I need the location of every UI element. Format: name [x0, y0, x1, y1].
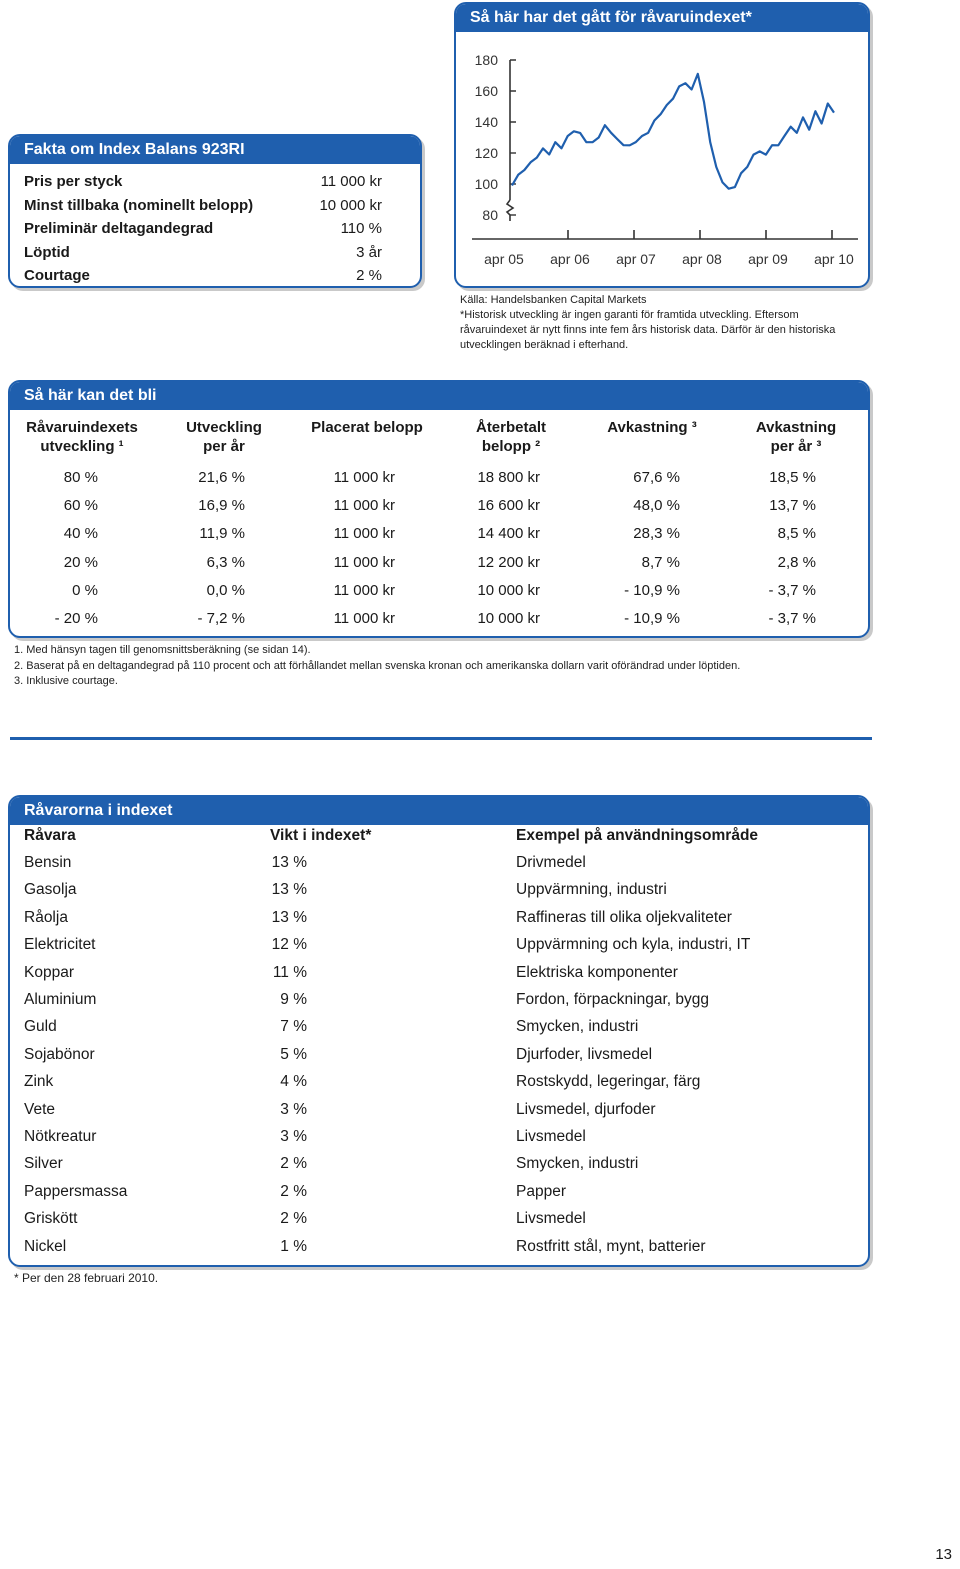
y-tick-label: 100: [474, 176, 498, 192]
commodity-name: Zink: [24, 1073, 54, 1091]
scenario-cell: 40 %: [63, 525, 98, 543]
commodity-weight: 1 %: [280, 1237, 307, 1255]
commodities-header: Råvara: [24, 827, 76, 844]
chart-title: Så här har det gått för råvaruindexet*: [456, 4, 868, 32]
y-tick-label: 140: [474, 114, 498, 130]
commodities-header: Exempel på användningsområde: [516, 827, 759, 844]
facts-value: 2 %: [356, 267, 382, 284]
scenario-cell: - 10,9 %: [624, 610, 680, 627]
commodity-usage: Raffineras till olika oljekvaliteter: [516, 908, 732, 926]
y-tick-label: 160: [474, 83, 498, 99]
commodity-weight: 2 %: [280, 1155, 307, 1173]
scenario-box: [8, 380, 870, 638]
scenario-cell: 10 000 kr: [477, 581, 540, 599]
commodity-usage: Drivmedel: [516, 854, 586, 871]
facts-label: Preliminär deltagandegrad: [24, 220, 214, 237]
chart-note-line3: utvecklingen beräknad i efterhand.: [460, 339, 629, 351]
x-tick-label: apr 07: [616, 251, 656, 267]
commodities-title: Råvarorna i indexet: [10, 797, 868, 825]
scenario-header-sub: utveckling ¹: [40, 438, 124, 455]
scenario-cell: 0 %: [72, 581, 98, 599]
facts-label: Löptid: [24, 243, 70, 261]
x-tick-label: apr 08: [682, 251, 722, 267]
chart-note-line1: *Historisk utveckling är ingen garanti för framtida utveckling. Eftersom: [460, 309, 799, 321]
scenario-header: Råvaruindexets: [26, 419, 138, 436]
commodity-weight: 2 %: [280, 1210, 307, 1228]
scenario-cell: 16 600 kr: [477, 497, 540, 515]
facts-value: 10 000 kr: [319, 196, 382, 214]
index-line-chart: [456, 32, 868, 284]
commodity-name: Griskött: [24, 1210, 78, 1228]
index-series-line: [512, 74, 834, 189]
scenario-cell: 13,7 %: [769, 497, 816, 515]
commodity-name: Guld: [24, 1018, 57, 1036]
scenario-header-sub: per år ³: [770, 438, 822, 455]
scenario-cell: 11 000 kr: [333, 610, 395, 627]
scenario-header: Avkastning ³: [607, 419, 697, 436]
scenario-cell: 20 %: [63, 553, 98, 571]
commodity-name: Koppar: [24, 963, 74, 981]
scenario-footnote: 3. Inklusive courtage.: [14, 675, 118, 687]
commodity-weight: 3 %: [280, 1128, 307, 1145]
commodities-table: [10, 825, 868, 1265]
commodity-weight: 11 %: [272, 963, 307, 981]
y-tick-label: 120: [474, 145, 498, 161]
scenario-footnote: 1. Med hänsyn tagen till genomsnittsberäkning (se sidan 14).: [14, 644, 311, 656]
scenario-title: Så här kan det bli: [10, 382, 868, 410]
scenario-cell: 6,3 %: [206, 553, 245, 571]
commodity-usage: Uppvärmning och kyla, industri, IT: [516, 936, 751, 954]
commodity-name: Silver: [24, 1155, 63, 1173]
facts-value: 110 %: [340, 220, 382, 237]
commodity-name: Nickel: [24, 1237, 67, 1255]
scenario-cell: 21,6 %: [198, 469, 245, 486]
commodity-usage: Elektriska komponenter: [516, 963, 678, 981]
commodity-name: Vete: [24, 1100, 56, 1118]
scenario-header: Utveckling: [186, 419, 262, 436]
scenario-table: [10, 410, 868, 636]
scenario-header-sub: belopp ²: [481, 438, 541, 455]
facts-label: Minst tillbaka (nominellt belopp): [24, 196, 254, 214]
facts-box: [8, 134, 422, 288]
commodity-name: Gasolja: [24, 881, 77, 899]
commodity-weight: 3 %: [280, 1100, 307, 1118]
scenario-header: Placerat belopp: [311, 419, 423, 436]
scenario-cell: - 3,7 %: [768, 610, 816, 627]
commodity-usage: Rostfritt stål, mynt, batterier: [516, 1237, 706, 1255]
commodity-usage: Smycken, industri: [516, 1018, 639, 1036]
commodity-weight: 5 %: [280, 1045, 307, 1063]
commodity-weight: 2 %: [280, 1182, 307, 1200]
commodity-usage: Livsmedel: [516, 1128, 586, 1145]
scenario-header: Återbetalt: [475, 419, 546, 436]
scenario-cell: 8,5 %: [777, 525, 816, 543]
scenario-cell: 11 000 kr: [333, 581, 395, 599]
scenario-cell: - 3,7 %: [768, 581, 816, 599]
scenario-cell: 8,7 %: [641, 553, 680, 571]
commodity-usage: Livsmedel: [516, 1210, 586, 1228]
scenario-cell: 67,6 %: [633, 469, 680, 486]
x-tick-label: apr 05: [484, 251, 524, 267]
commodity-name: Råolja: [24, 908, 68, 926]
scenario-cell: - 20 %: [54, 610, 98, 627]
facts-label: Courtage: [24, 267, 90, 284]
facts-value: 11 000 kr: [320, 173, 382, 190]
scenario-cell: 14 400 kr: [477, 525, 540, 543]
scenario-cell: 11 000 kr: [333, 469, 395, 486]
commodity-usage: Uppvärmning, industri: [516, 881, 667, 899]
chart-source: Källa: Handelsbanken Capital Markets: [460, 294, 647, 306]
y-tick-label: 180: [474, 52, 498, 68]
y-tick-label: 80: [482, 207, 498, 223]
commodity-weight: 4 %: [280, 1073, 307, 1091]
scenario-cell: 80 %: [63, 469, 98, 486]
scenario-cell: 2,8 %: [777, 553, 816, 571]
scenario-cell: 18,5 %: [769, 469, 816, 486]
commodities-header: Vikt i indexet*: [270, 827, 372, 844]
scenario-cell: 12 200 kr: [477, 553, 540, 571]
commodity-weight: 9 %: [280, 991, 307, 1008]
x-tick-label: apr 06: [550, 251, 590, 267]
commodity-weight: 7 %: [280, 1018, 307, 1036]
scenario-cell: - 10,9 %: [624, 581, 680, 599]
commodity-name: Bensin: [24, 854, 72, 871]
commodity-weight: 13 %: [271, 908, 307, 926]
commodity-weight: 13 %: [271, 881, 307, 899]
commodity-usage: Livsmedel, djurfoder: [516, 1100, 656, 1118]
commodity-name: Sojabönor: [24, 1045, 95, 1063]
chart-note-line2: råvaruindexet är nytt finns inte fem års historisk data. Därför är den historiska: [460, 324, 836, 336]
commodity-name: Nötkreatur: [24, 1128, 97, 1145]
facts-value: 3 år: [356, 243, 382, 261]
x-tick-label: apr 10: [814, 251, 854, 267]
scenario-cell: 16,9 %: [198, 497, 245, 515]
commodity-name: Aluminium: [24, 991, 97, 1008]
commodity-usage: Fordon, förpackningar, bygg: [516, 991, 710, 1008]
facts-title: Fakta om Index Balans 923RI: [10, 136, 420, 164]
scenario-cell: 18 800 kr: [477, 469, 540, 486]
scenario-cell: 0,0 %: [206, 581, 245, 599]
scenario-cell: 11 000 kr: [333, 525, 395, 543]
commodity-usage: Papper: [516, 1182, 566, 1200]
commodity-usage: Smycken, industri: [516, 1155, 639, 1173]
facts-label: Pris per styck: [24, 173, 123, 190]
scenario-cell: 48,0 %: [633, 497, 680, 515]
scenario-header-sub: per år: [203, 438, 245, 455]
commodity-name: Elektricitet: [24, 936, 96, 954]
scenario-cell: 60 %: [63, 497, 98, 515]
facts-rows: [10, 164, 420, 282]
scenario-header: Avkastning: [755, 419, 837, 436]
commodities-box: [8, 795, 870, 1267]
scenario-cell: - 7,2 %: [197, 610, 245, 627]
scenario-cell: 11 000 kr: [333, 497, 395, 515]
commodity-usage: Djurfoder, livsmedel: [516, 1045, 653, 1063]
scenario-footnote: 2. Baserat på en deltagandegrad på 110 procent och att förhållandet mellan svenska kronan och amerikanska dollarn varit oförändrad under löptiden.: [14, 659, 741, 672]
commodity-usage: Rostskydd, legeringar, färg: [516, 1073, 701, 1091]
page-number: 13: [935, 1546, 952, 1563]
commodity-weight: 12 %: [271, 936, 307, 954]
commodity-name: Pappersmassa: [24, 1182, 128, 1200]
scenario-cell: 11 000 kr: [333, 553, 395, 571]
scenario-cell: 10 000 kr: [477, 610, 540, 627]
y-axis-break: [507, 200, 513, 221]
commodities-footnote: * Per den 28 februari 2010.: [14, 1271, 159, 1285]
scenario-cell: 28,3 %: [633, 525, 680, 543]
section-divider: [10, 737, 872, 740]
x-tick-label: apr 09: [748, 251, 788, 267]
scenario-cell: 11,9 %: [199, 525, 245, 543]
commodity-weight: 13 %: [271, 854, 307, 871]
chart-box: [454, 2, 870, 288]
